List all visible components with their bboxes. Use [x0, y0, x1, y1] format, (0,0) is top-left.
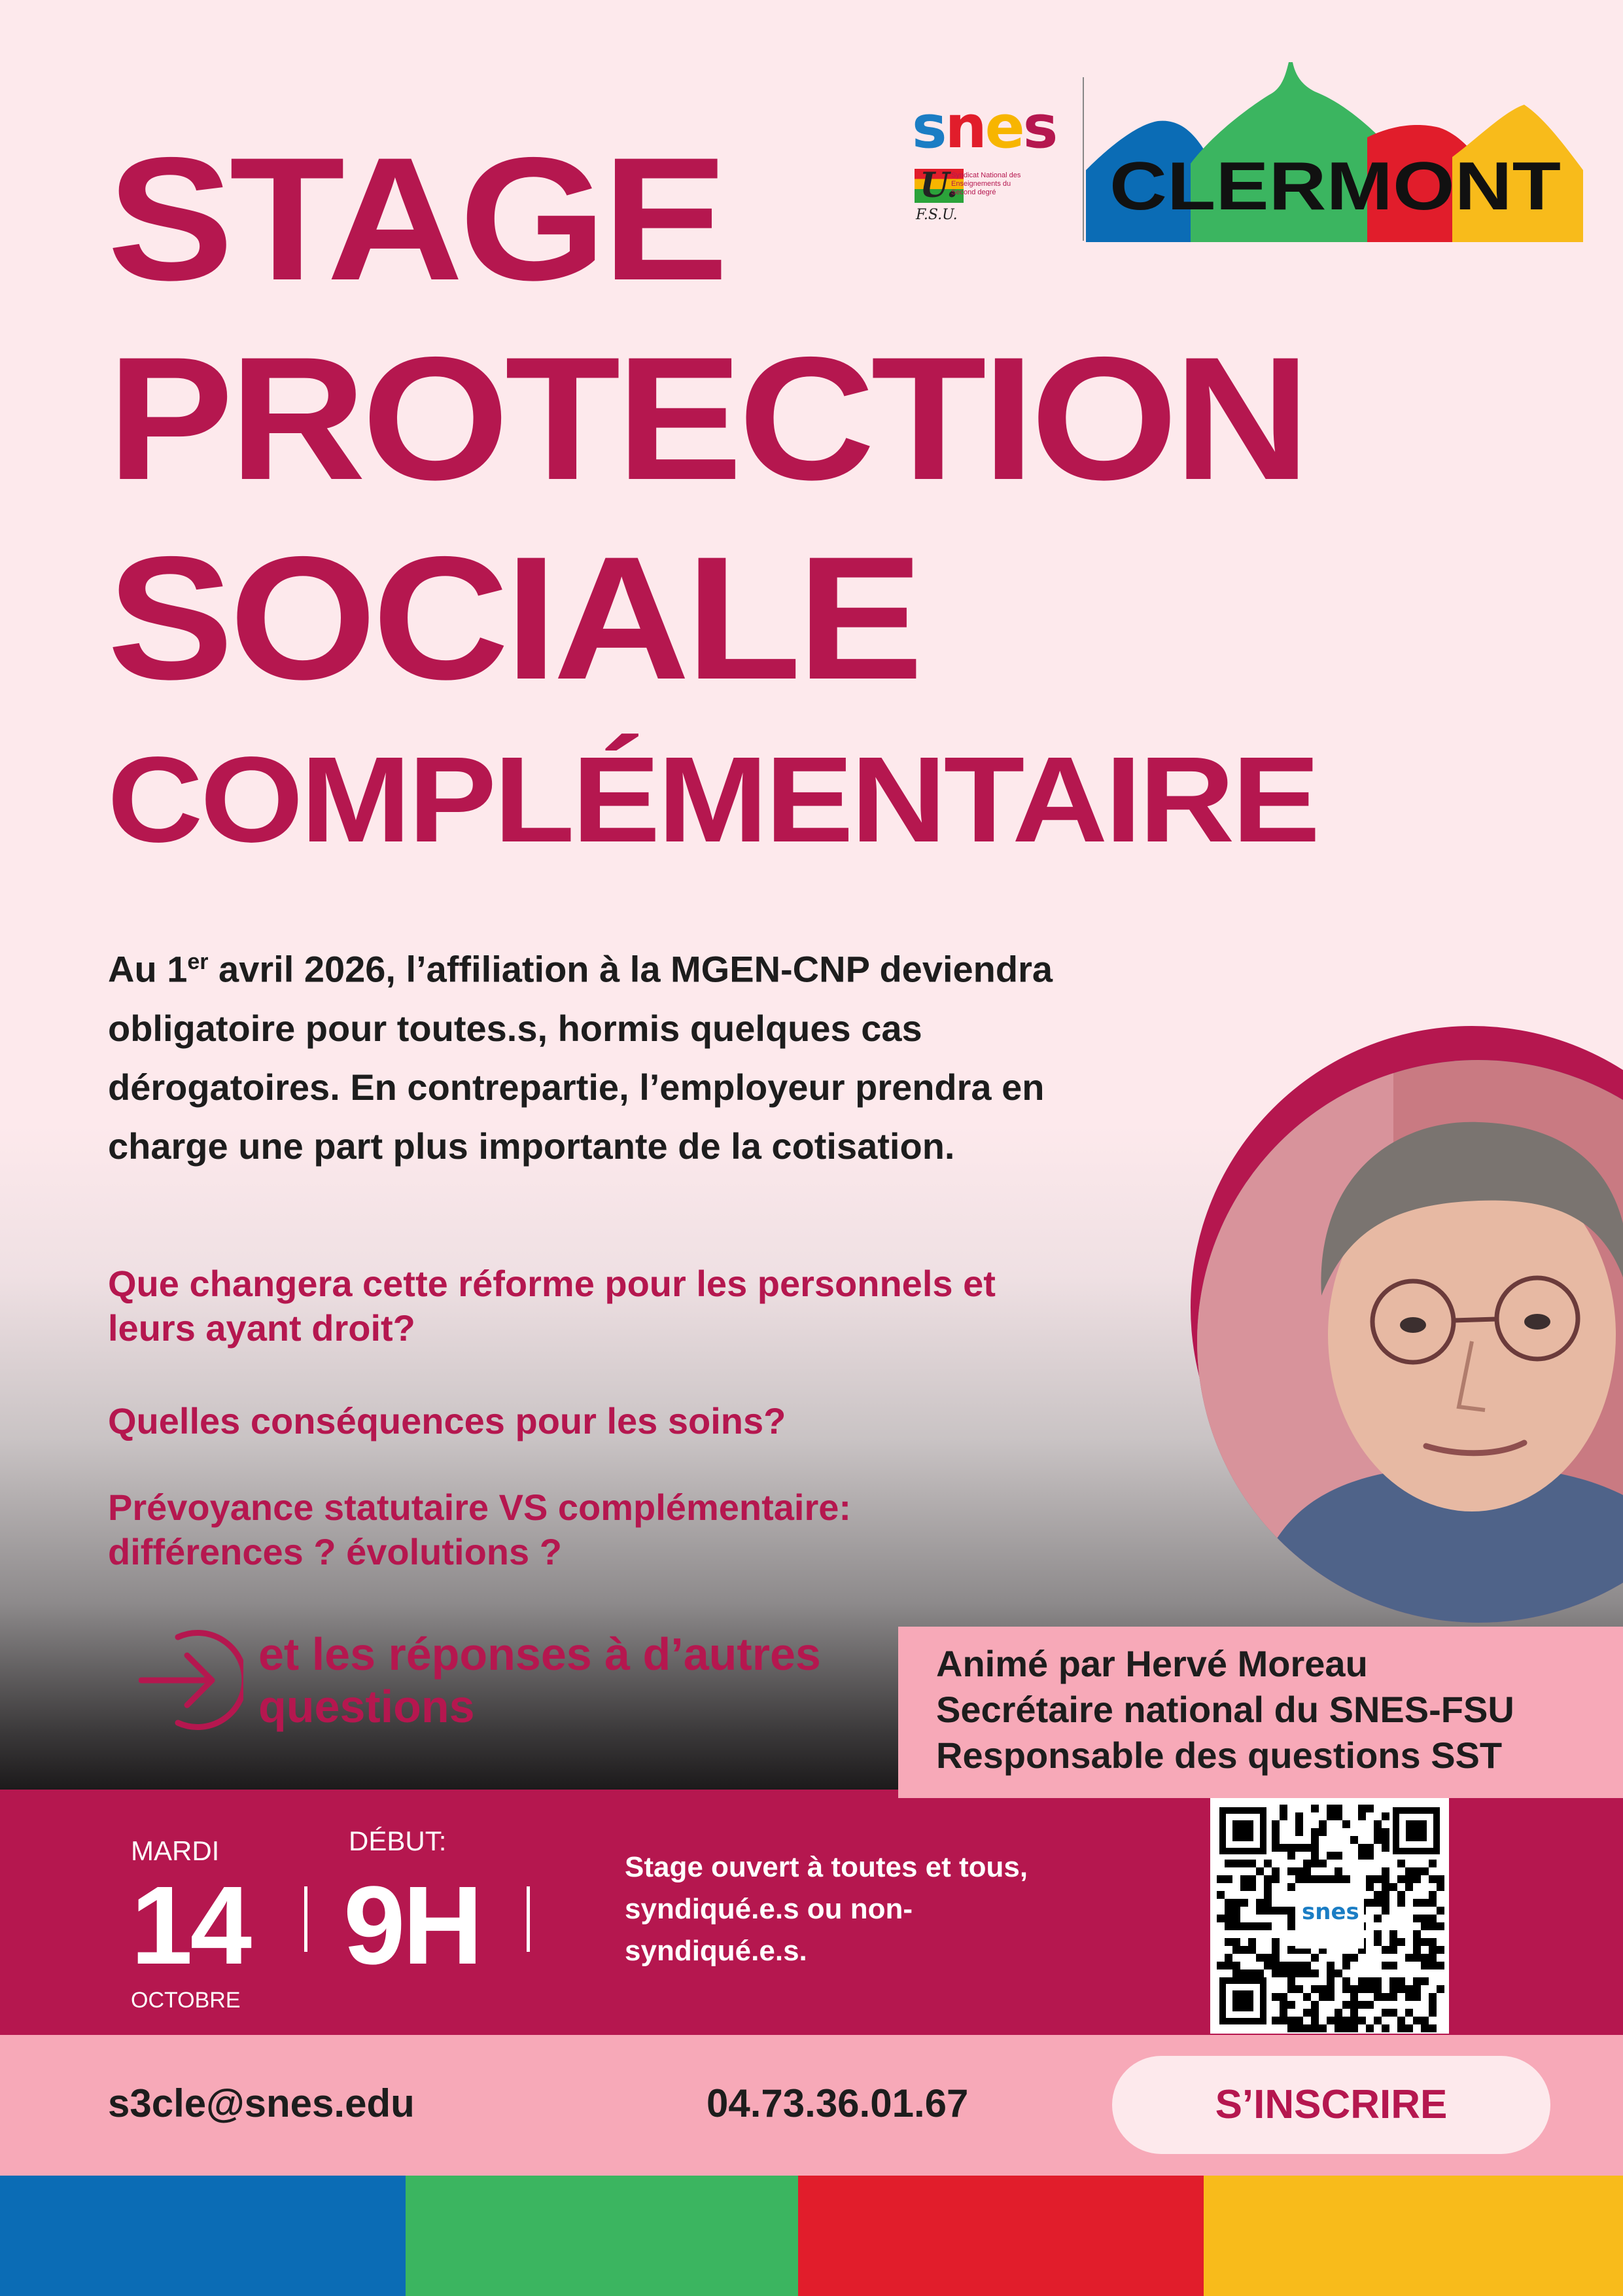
day-number: 14 — [131, 1863, 250, 1988]
question-prevoyance: Prévoyance statutaire VS complémentaire: différences ? évolutions ? — [108, 1487, 852, 1572]
question-care: Quelles conséquences pour les soins? — [108, 1400, 786, 1441]
day-label: MARDI — [131, 1835, 220, 1866]
animator-box — [898, 1627, 1623, 1798]
logo-divider — [1083, 77, 1084, 241]
qr-code[interactable] — [1210, 1798, 1449, 2034]
clermont-logo — [1086, 59, 1583, 242]
open-to-all-text: Stage ouvert à toutes et tous, syndiqué.e.s ou non-syndiqué.e.s. — [625, 1851, 1028, 1967]
date-separator — [304, 1886, 307, 1952]
more-answers-text: et les réponses à d’autres questions — [258, 1629, 821, 1732]
animator-role: Secrétaire national du SNES-FSU — [936, 1689, 1514, 1730]
month-label: OCTOBRE — [131, 1988, 241, 2013]
question-reform: Que changera cette réforme pour les personnels et leurs ayant droit? — [108, 1263, 996, 1349]
color-bar-yellow — [1204, 2176, 1623, 2296]
snes-logo-u: U. — [915, 169, 964, 203]
title-line-complementaire: COMPLÉMENTAIRE — [107, 732, 1318, 868]
title-line-protection: PROTECTION — [107, 320, 1306, 516]
signup-button[interactable]: S’INSCRIRE — [1112, 2056, 1550, 2154]
time-value: 9H — [343, 1863, 481, 1988]
qr-code-image — [1210, 1798, 1449, 2034]
time-separator — [527, 1886, 530, 1952]
color-bar-green — [406, 2176, 798, 2296]
title-line-sociale: SOCIALE — [107, 520, 920, 716]
contact-band — [0, 2035, 1623, 2176]
logos-header — [903, 59, 1583, 242]
qr-center-logo: snes — [1302, 1899, 1359, 1925]
snes-logo-text: snes — [912, 93, 1056, 162]
snes-fsu-logo — [912, 93, 1069, 236]
time-label: DÉBUT: — [349, 1826, 447, 1856]
intro-prefix: Au 1 — [108, 948, 188, 990]
snes-logo-fsu: F.S.U. — [916, 207, 958, 223]
snes-logo-subtitle: Syndicat National des Enseignements du Second degré — [951, 171, 1021, 197]
contact-phone[interactable]: 04.73.36.01.67 — [707, 2081, 969, 2125]
animator-name: Animé par Hervé Moreau — [936, 1643, 1368, 1684]
color-bar-red — [798, 2176, 1204, 2296]
clermont-logo-text: CLERMONT — [1109, 149, 1561, 224]
intro-rest: avril 2026, l’affiliation à la MGEN-CNP deviendra obligatoire pour toutes.s, hormis quelques cas dérogatoires. En contrepartie, l’employeur prendra en charge une part plus importante de la cotisation. — [108, 948, 1053, 1167]
intro-paragraph — [108, 932, 1089, 1176]
arrow-right-circle-icon — [139, 1623, 243, 1737]
color-bar-blue — [0, 2176, 406, 2296]
contact-email[interactable]: s3cle@snes.edu — [108, 2081, 415, 2125]
animator-responsibility: Responsable des questions SST — [936, 1735, 1503, 1776]
intro-superscript: er — [187, 949, 209, 974]
title-line-stage: STAGE — [107, 120, 725, 317]
